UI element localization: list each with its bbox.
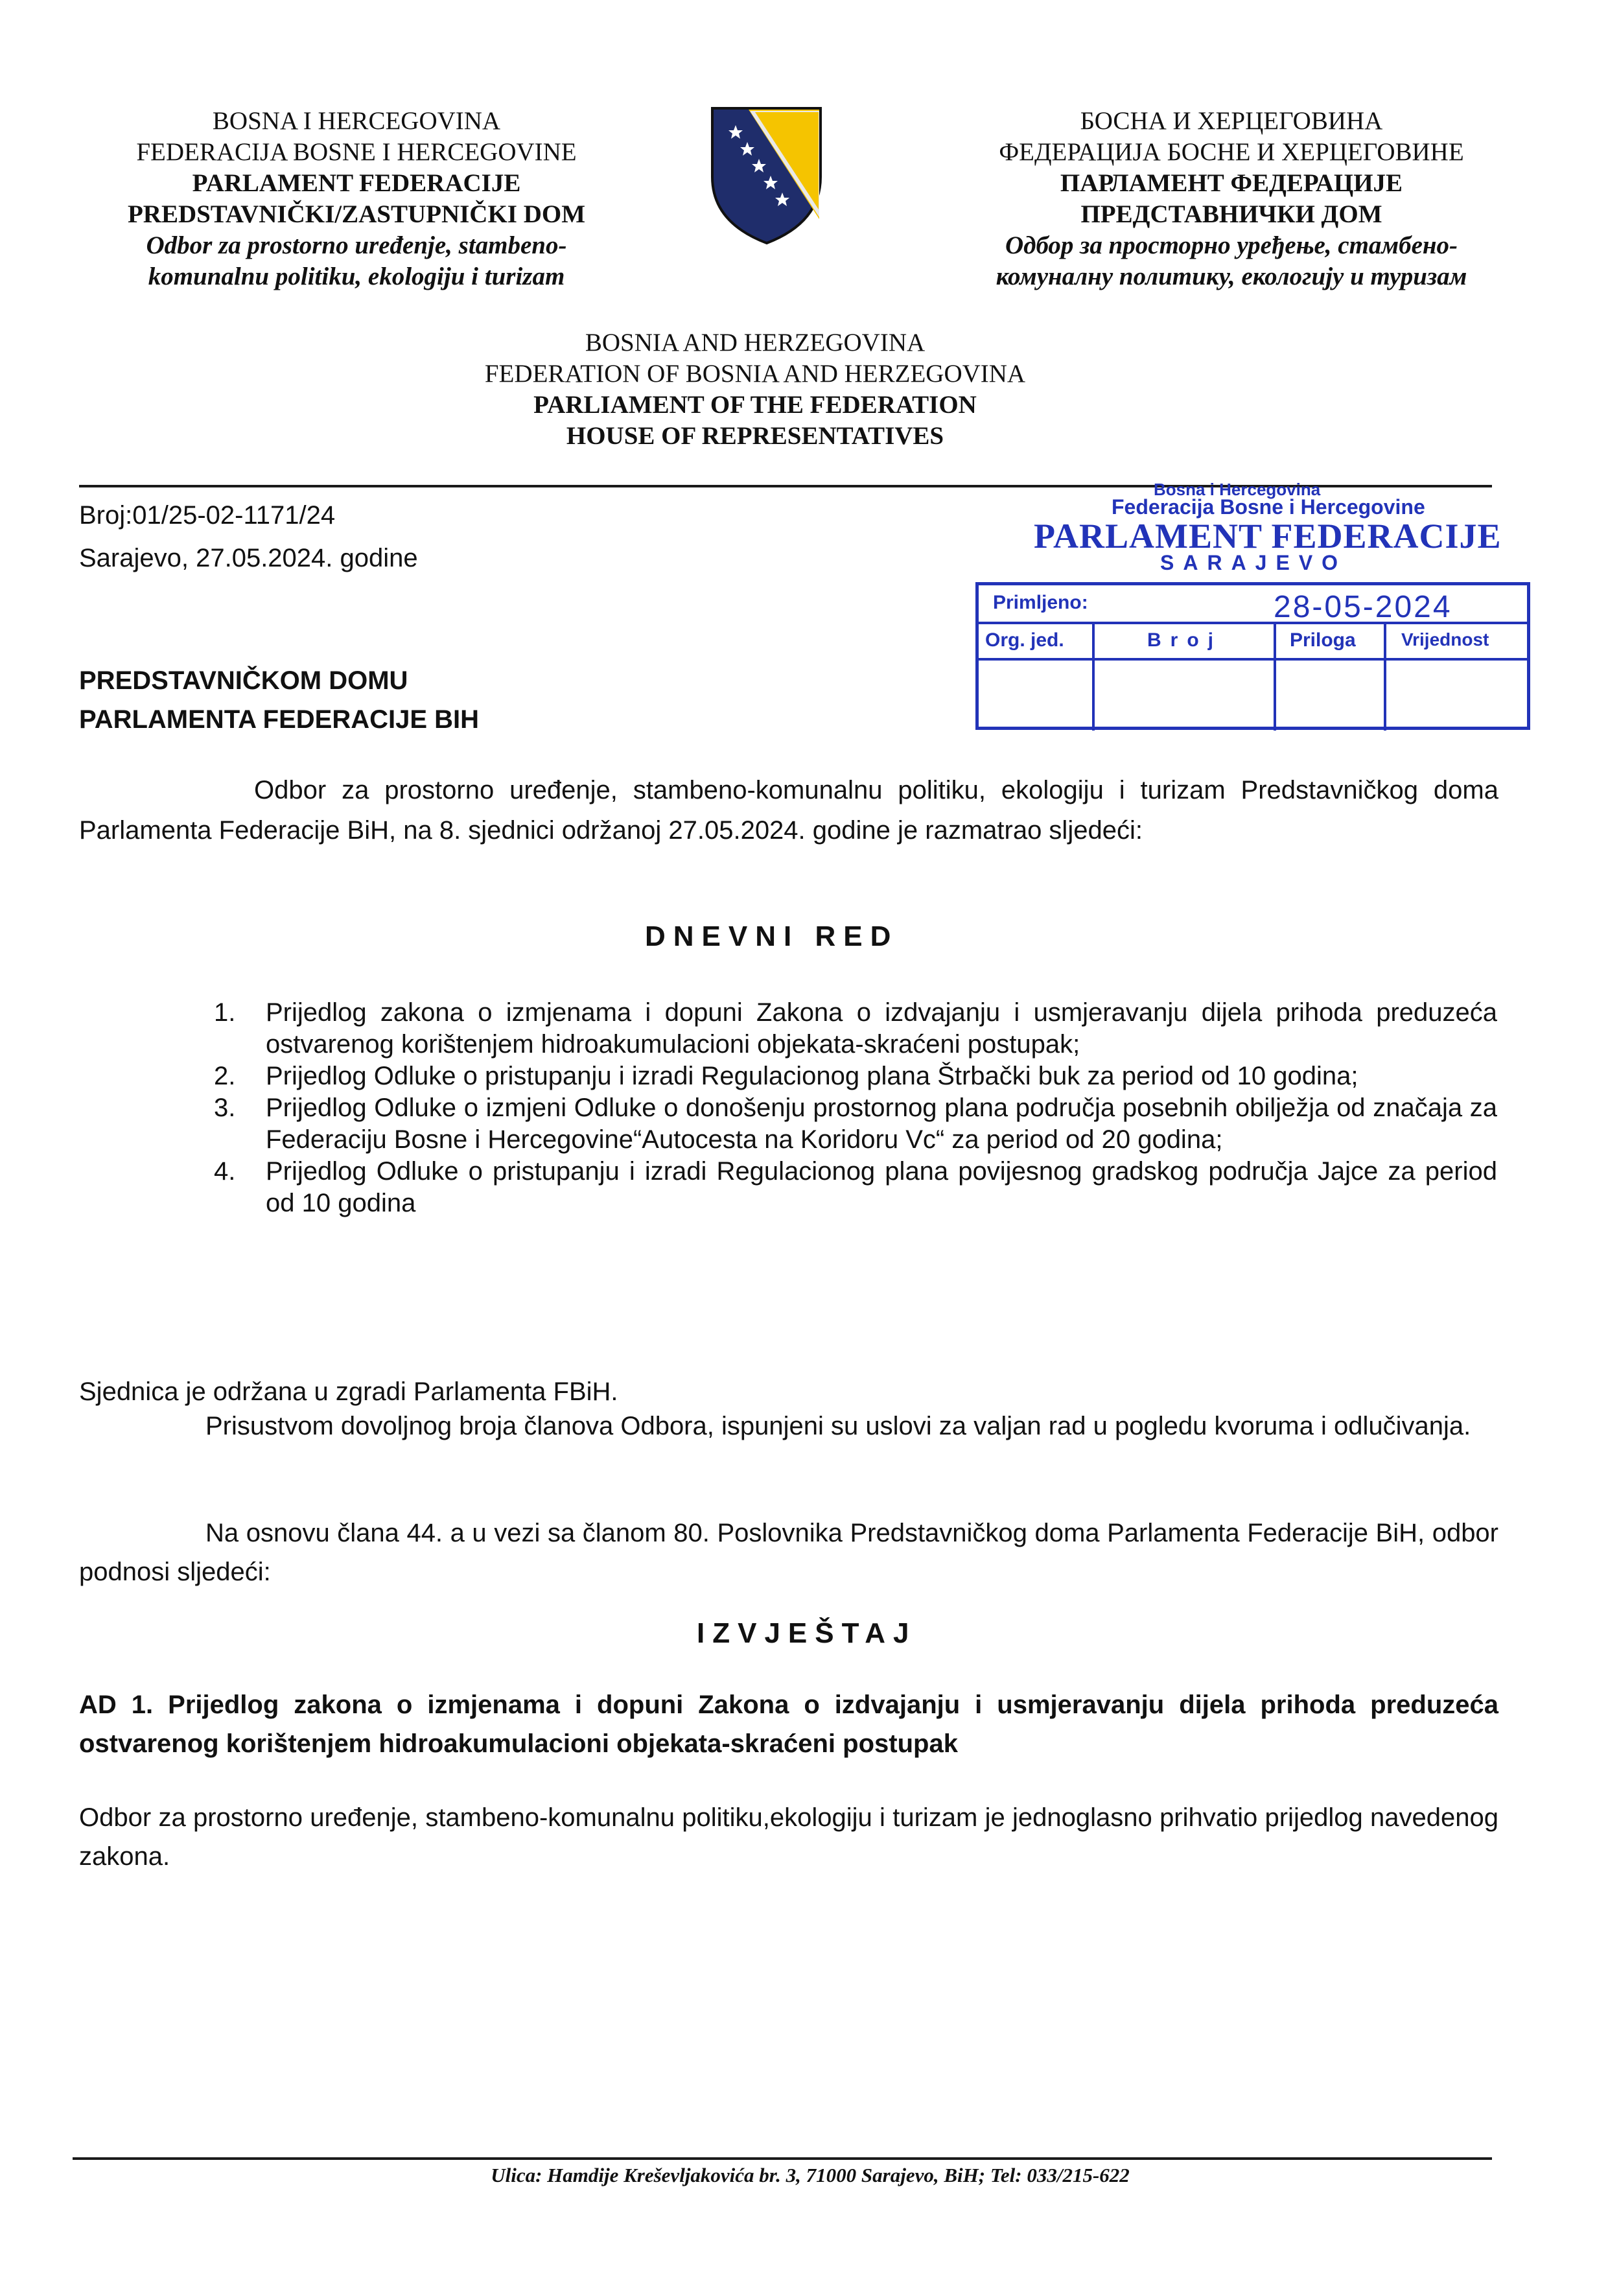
header-center-line4: HOUSE OF REPRESENTATIVES	[566, 422, 944, 450]
report-title: IZVJEŠTAJ	[697, 1617, 917, 1649]
addressee	[79, 661, 479, 739]
agenda-item-text: Prijedlog Odluke o pristupanju i izradi Regulacionog plana Štrbački buk za period od 10 godina;	[266, 1062, 1358, 1090]
reference-block	[79, 494, 418, 580]
list-item	[214, 1156, 1497, 1219]
intro-text: Odbor za prostorno uređenje, stambeno-komunalnu politiku, ekologiju i turizam Predstavničkog doma Parlamenta Federacije BiH, na 8. sjednici održanoj 27.05.2024. godine je razmatrao sljedeći:	[79, 776, 1498, 845]
stamp-line3: PARLAMENT FEDERACIJE	[1034, 517, 1502, 556]
agenda-item-number: 2.	[214, 1062, 236, 1090]
list-item	[214, 1092, 1497, 1156]
stamp-col-org: Org. jed.	[985, 629, 1064, 651]
ad1-title: AD 1. Prijedlog zakona o izmjenama i dopuni Zakona o izdvajanju i usmjeravanju dijela prihoda preduzeća ostvarenog korištenjem hidroakumulacioni objekata-skraćeni postupak	[79, 1691, 1498, 1758]
stamp-divider	[1384, 624, 1386, 731]
header-left-line3: PARLAMENT FEDERACIJE	[192, 169, 521, 197]
header-center-line2: FEDERATION OF BOSNIA AND HERZEGOVINA	[484, 360, 1026, 388]
session-place: Sjednica je održana u zgradi Parlamenta FBiH.	[79, 1377, 618, 1406]
agenda-item-number: 3.	[214, 1094, 236, 1122]
stamp-col-priloga: Priloga	[1290, 629, 1356, 651]
agenda-title: DNEVNI RED	[645, 920, 899, 952]
footer-divider	[73, 2157, 1492, 2160]
header-right-line5: Одбор за просторно уређење, стамбено-	[1005, 231, 1458, 259]
addressee-line1: PREDSTAVNIČKOM DOMU	[79, 666, 408, 695]
header-right-line2: ФЕДЕРАЦИЈА БОСНЕ И ХЕРЦЕГОВИНЕ	[999, 138, 1464, 166]
reference-number: Broj:01/25-02-1171/24	[79, 501, 336, 530]
ad1-paragraph: Odbor za prostorno uređenje, stambeno-komunalnu politiku,ekologiju i turizam je jednoglasno prihvatio prijedlog navedenog zakona.	[79, 1803, 1498, 1871]
agenda-item-number: 1.	[214, 998, 236, 1027]
basis-text: Na osnovu člana 44. a u vezi sa članom 80. Poslovnika Predstavničkog doma Parlamenta Federacije BiH, odbor podnosi sljedeći:	[79, 1519, 1498, 1586]
stamp-line2: Federacija Bosne i Hercegovine	[1112, 495, 1425, 519]
header-left-line4: PREDSTAVNIČKI/ZASTUPNIČKI DOM	[127, 200, 586, 228]
stamp-header-row	[979, 624, 1527, 661]
stamp-received-date: 28-05-2024	[1274, 590, 1452, 624]
header-right-line6: комуналну политику, екологију и туризам	[996, 263, 1467, 290]
stamp-divider	[1092, 624, 1095, 731]
agenda-item-number: 4.	[214, 1157, 236, 1186]
header-right-line3: ПАРЛАМЕНТ ФЕДЕРАЦИЈЕ	[1060, 169, 1403, 197]
list-item	[214, 1060, 1497, 1092]
quorum-paragraph	[79, 1407, 1498, 1446]
agenda-item-text: Prijedlog Odluke o pristupanju i izradi Regulacionog plana povijesnog gradskog područja Jajce za period od 10 godina	[266, 1157, 1497, 1217]
list-item	[214, 997, 1497, 1060]
header-right	[904, 106, 1559, 292]
stamp-line4: SARAJEVO	[1160, 551, 1347, 574]
basis-paragraph	[79, 1514, 1498, 1591]
agenda-item-text: Prijedlog Odluke o izmjeni Odluke o donošenju prostornog plana područja posebnih obilježja od značaja za Federaciju Bosne i Hercegovine“Autocesta na Koridoru Vc“ za period od 20 godina;	[266, 1094, 1497, 1154]
intro-paragraph	[79, 770, 1498, 850]
stamp-divider	[1274, 624, 1276, 731]
header-left-line1: BOSNA I HERCEGOVINA	[212, 107, 501, 135]
agenda-list	[214, 997, 1497, 1219]
header-right-line1: БОСНА И ХЕРЦЕГОВИНА	[1080, 107, 1383, 135]
stamp-line1: Bosna i Hercegovina	[1154, 480, 1321, 499]
stamp-col-broj: Broj	[1147, 629, 1222, 651]
header-left-line2: FEDERACIJA BOSNE I HERCEGOVINE	[136, 138, 577, 166]
footer-address: Ulica: Hamdije Kreševljakovića br. 3, 71000 Sarajevo, BiH; Tel: 033/215-622	[491, 2164, 1130, 2186]
header-center	[389, 327, 1121, 452]
header-left	[68, 106, 645, 292]
agenda-item-text: Prijedlog zakona o izmjenama i dopuni Zakona o izdvajanju i usmjeravanju dijela prihoda preduzeća ostvarenog korištenjem hidroakumulacioni objekata-skraćeni postupak;	[266, 998, 1497, 1059]
stamp-received-row	[979, 585, 1527, 624]
stamp-table	[975, 582, 1530, 730]
header-center-line3: PARLIAMENT OF THE FEDERATION	[533, 391, 977, 419]
quorum-text: Prisustvom dovoljnog broja članova Odbora, ispunjeni su uslovi za valjan rad u pogledu kvoruma i odlučivanja.	[205, 1412, 1471, 1440]
addressee-line2: PARLAMENTA FEDERACIJE BIH	[79, 705, 480, 734]
coat-of-arms-icon	[710, 106, 823, 245]
stamp-col-vrijednost: Vrijednost	[1401, 629, 1489, 650]
stamp-received-label: Primljeno:	[993, 592, 1088, 613]
header-left-line6: komunalnu politiku, ekologiju i turizam	[148, 263, 565, 290]
header-left-line5: Odbor za prostorno uređenje, stambeno-	[146, 231, 567, 259]
reference-place-date: Sarajevo, 27.05.2024. godine	[79, 544, 418, 572]
header-center-line1: BOSNIA AND HERZEGOVINA	[585, 329, 926, 357]
header-right-line4: ПРЕДСТАВНИЧКИ ДОМ	[1080, 200, 1382, 228]
